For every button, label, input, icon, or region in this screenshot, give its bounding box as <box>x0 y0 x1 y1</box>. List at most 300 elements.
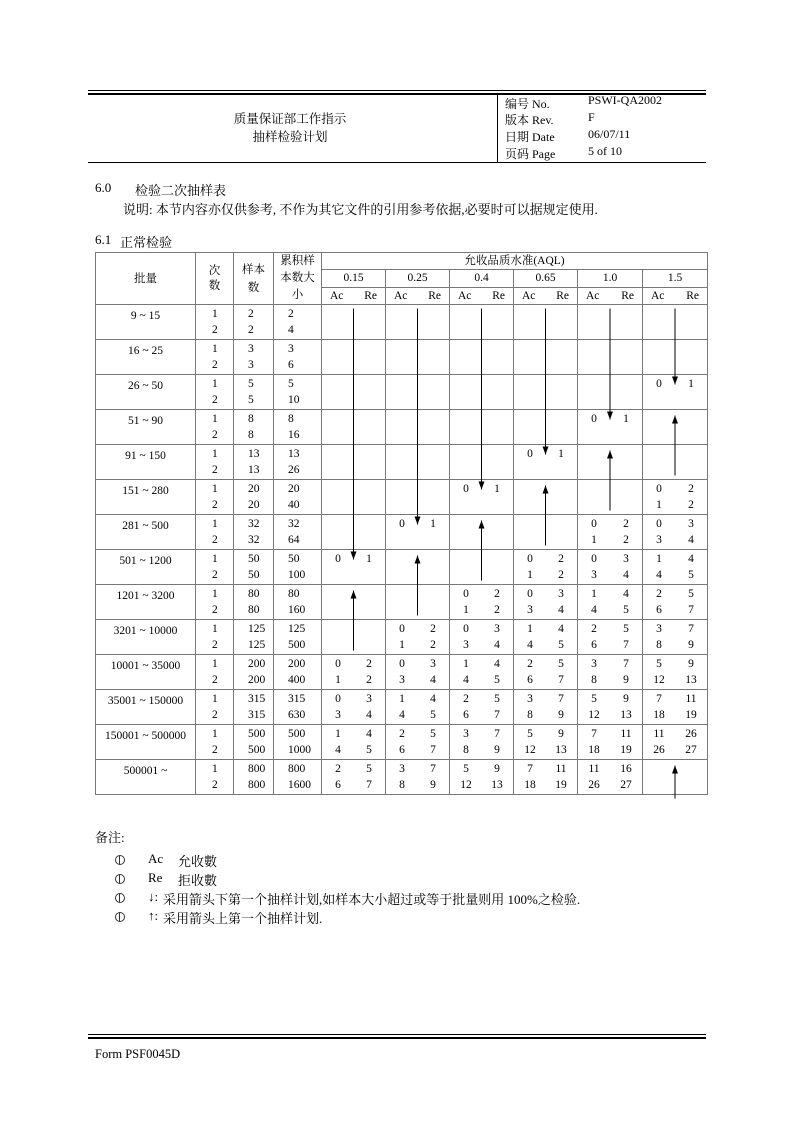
times-first: 1 <box>212 588 218 600</box>
ac-label: Ac <box>586 289 600 302</box>
ac-value: 3 <box>527 693 533 705</box>
re-value: 7 <box>430 744 436 756</box>
re-value: 5 <box>623 604 629 616</box>
acre-cell <box>643 480 708 515</box>
table-row <box>96 445 708 480</box>
acre-cell <box>322 760 386 795</box>
subsection-number: 6.1 <box>95 232 112 247</box>
field-key-page: 页码 Page <box>505 147 556 161</box>
cum-first: 2 <box>288 308 294 320</box>
re-value: 7 <box>623 658 629 670</box>
times-first: 1 <box>212 483 218 495</box>
acre-cell <box>450 725 514 760</box>
notes-title: 备注: <box>95 830 125 845</box>
sample-cell <box>234 305 274 340</box>
times-first: 1 <box>212 518 218 530</box>
aql-level-5: 1.5 <box>643 270 708 287</box>
acre-cell <box>514 480 578 515</box>
sample-first: 125 <box>248 623 266 635</box>
re-value: 2 <box>430 623 436 635</box>
re-value: 13 <box>620 709 632 721</box>
acre-cell <box>514 445 578 480</box>
sample-first: 20 <box>248 483 260 495</box>
sample-second: 200 <box>248 674 266 686</box>
section-number: 6.0 <box>95 180 112 195</box>
ac-value: 1 <box>656 499 662 511</box>
sample-cell <box>234 445 274 480</box>
ac-value: 1 <box>527 569 533 581</box>
times-first: 1 <box>212 378 218 390</box>
acre-cell <box>386 515 450 550</box>
ac-value: 3 <box>527 604 533 616</box>
re-value: 9 <box>494 744 500 756</box>
re-value: 7 <box>430 763 436 775</box>
cum-cell <box>274 760 322 795</box>
ac-value: 1 <box>463 658 469 670</box>
note-symbol: ↓: <box>148 889 159 904</box>
sample-first: 13 <box>248 448 260 460</box>
re-label: Re <box>428 289 441 302</box>
acre-cell <box>578 725 643 760</box>
ac-value: 0 <box>591 553 597 565</box>
acre-cell <box>322 550 386 585</box>
re-value: 2 <box>366 674 372 686</box>
sample-cell <box>234 550 274 585</box>
header-lot: 批量 <box>96 253 196 305</box>
cum-first: 8 <box>288 413 294 425</box>
ac-value: 6 <box>527 674 533 686</box>
ac-value: 0 <box>527 588 533 600</box>
sample-second: 32 <box>248 534 260 546</box>
acre-cell <box>450 690 514 725</box>
re-value: 11 <box>620 728 632 740</box>
acre-cell <box>643 375 708 410</box>
note-text: 采用箭头下第一个抽样计划,如样本大小超过或等于批量则用 100%之检验. <box>163 892 581 907</box>
acre-cell <box>578 410 643 445</box>
cum-first: 80 <box>288 588 300 600</box>
re-value: 5 <box>688 569 694 581</box>
lot-size: 9 ~ 15 <box>96 305 196 340</box>
cum-cell <box>274 690 322 725</box>
ac-label: Ac <box>522 289 536 302</box>
ac-value: 3 <box>463 639 469 651</box>
table-row <box>96 515 708 550</box>
acre-cell <box>514 760 578 795</box>
acre-cell <box>643 515 708 550</box>
re-value: 5 <box>366 763 372 775</box>
acre-cell <box>578 585 643 620</box>
acre-cell <box>514 550 578 585</box>
ac-value: 0 <box>463 623 469 635</box>
aql-level-3: 0.65 <box>514 270 578 287</box>
ac-value: 5 <box>463 763 469 775</box>
field-key-no: 编号 No. <box>505 97 550 111</box>
note-symbol: Re <box>148 870 163 885</box>
sample-first: 2 <box>248 308 254 320</box>
acre-cell <box>514 655 578 690</box>
sample-first: 5 <box>248 378 254 390</box>
ac-label: Ac <box>330 289 344 302</box>
re-value: 3 <box>366 693 372 705</box>
table-row <box>96 760 708 795</box>
sample-first: 8 <box>248 413 254 425</box>
acre-cell <box>322 375 386 410</box>
ac-value: 3 <box>335 709 341 721</box>
sample-second: 13 <box>248 464 260 476</box>
ac-value: 1 <box>399 693 405 705</box>
acre-cell <box>578 480 643 515</box>
times-second: 2 <box>212 779 218 791</box>
times-second: 2 <box>212 429 218 441</box>
sample-cell <box>234 725 274 760</box>
ac-value: 5 <box>656 658 662 670</box>
times-cell <box>196 725 234 760</box>
re-value: 9 <box>430 779 436 791</box>
cum-second: 10 <box>288 394 300 406</box>
re-value: 7 <box>366 779 372 791</box>
re-value: 4 <box>366 709 372 721</box>
ac-value: 4 <box>656 569 662 581</box>
ac-value: 8 <box>591 674 597 686</box>
ac-value: 18 <box>524 779 536 791</box>
ac-value: 2 <box>335 763 341 775</box>
ac-value: 2 <box>656 588 662 600</box>
sample-first: 50 <box>248 553 260 565</box>
acre-cell <box>450 445 514 480</box>
acre-header <box>322 287 386 304</box>
times-cell <box>196 655 234 690</box>
re-value: 7 <box>688 623 694 635</box>
re-value: 5 <box>688 588 694 600</box>
times-first: 1 <box>212 343 218 355</box>
acre-cell <box>578 760 643 795</box>
re-value: 1 <box>688 378 694 390</box>
table-row <box>96 690 708 725</box>
ac-value: 6 <box>591 639 597 651</box>
acre-cell <box>514 515 578 550</box>
ac-value: 6 <box>335 779 341 791</box>
lot-size: 16 ~ 25 <box>96 340 196 375</box>
acre-cell <box>386 305 450 340</box>
sample-first: 500 <box>248 728 266 740</box>
acre-cell <box>643 760 708 795</box>
ac-value: 8 <box>463 744 469 756</box>
header-top-rule <box>88 90 706 91</box>
re-value: 2 <box>688 499 694 511</box>
cum-cell <box>274 585 322 620</box>
acre-cell <box>450 410 514 445</box>
re-value: 4 <box>558 623 564 635</box>
sample-first: 200 <box>248 658 266 670</box>
form-number: Form PSF0045D <box>95 1047 181 1061</box>
acre-cell <box>643 410 708 445</box>
cum-cell <box>274 515 322 550</box>
ac-value: 6 <box>399 744 405 756</box>
re-value: 2 <box>623 518 629 530</box>
times-second: 2 <box>212 464 218 476</box>
re-value: 2 <box>623 534 629 546</box>
cum-second: 160 <box>288 604 306 616</box>
re-label: Re <box>492 289 505 302</box>
note-text: 拒收數 <box>178 873 218 888</box>
re-value: 4 <box>623 588 629 600</box>
cum-second: 630 <box>288 709 306 721</box>
cum-cell <box>274 725 322 760</box>
ac-value: 6 <box>463 709 469 721</box>
sample-cell <box>234 585 274 620</box>
re-value: 19 <box>685 709 697 721</box>
lot-size: 26 ~ 50 <box>96 375 196 410</box>
re-value: 9 <box>623 693 629 705</box>
acre-cell <box>578 690 643 725</box>
cum-second: 400 <box>288 674 306 686</box>
acre-cell <box>386 620 450 655</box>
acre-cell <box>322 305 386 340</box>
ac-value: 0 <box>527 448 533 460</box>
acre-cell <box>514 375 578 410</box>
ac-value: 12 <box>524 744 536 756</box>
sample-first: 3 <box>248 343 254 355</box>
lot-size: 281 ~ 500 <box>96 515 196 550</box>
times-first: 1 <box>212 693 218 705</box>
ac-value: 3 <box>656 623 662 635</box>
cum-cell <box>274 340 322 375</box>
times-second: 2 <box>212 324 218 336</box>
times-first: 1 <box>212 728 218 740</box>
times-cell <box>196 760 234 795</box>
sample-cell <box>234 410 274 445</box>
cum-second: 4 <box>288 324 294 336</box>
ac-value: 0 <box>527 553 533 565</box>
acre-cell <box>386 445 450 480</box>
ac-value: 1 <box>656 553 662 565</box>
lot-size: 150001 ~ 500000 <box>96 725 196 760</box>
re-value: 9 <box>688 658 694 670</box>
sample-second: 20 <box>248 499 260 511</box>
cum-cell <box>274 305 322 340</box>
lot-size: 3201 ~ 10000 <box>96 620 196 655</box>
acre-cell <box>386 550 450 585</box>
section-note: 说明: 本节内容亦仅供参考, 不作为其它文件的引用参考依据,必要时可以据规定使用. <box>123 202 598 217</box>
ac-label: Ac <box>651 289 665 302</box>
acre-cell <box>386 655 450 690</box>
table-row <box>96 305 708 340</box>
times-second: 2 <box>212 604 218 616</box>
acre-cell <box>514 690 578 725</box>
ac-value: 1 <box>591 534 597 546</box>
re-value: 26 <box>685 728 697 740</box>
ac-value: 0 <box>399 518 405 530</box>
re-value: 4 <box>688 553 694 565</box>
header-divider <box>497 95 498 162</box>
ac-value: 4 <box>591 604 597 616</box>
ac-value: 18 <box>588 744 600 756</box>
ac-value: 12 <box>460 779 472 791</box>
acre-cell <box>386 585 450 620</box>
table-row <box>96 480 708 515</box>
ac-value: 2 <box>399 728 405 740</box>
re-value: 7 <box>558 693 564 705</box>
acre-cell <box>450 550 514 585</box>
ac-value: 4 <box>463 674 469 686</box>
acre-cell <box>450 515 514 550</box>
ac-value: 1 <box>527 623 533 635</box>
doc-title-line1: 质量保证部工作指示 <box>233 112 347 126</box>
bullet-icon <box>115 855 125 865</box>
acre-cell <box>322 410 386 445</box>
acre-cell <box>578 340 643 375</box>
note-symbol: Ac <box>148 851 164 866</box>
times-second: 2 <box>212 744 218 756</box>
acre-cell <box>322 340 386 375</box>
re-value: 7 <box>494 709 500 721</box>
acre-cell <box>643 550 708 585</box>
cum-cell <box>274 410 322 445</box>
times-cell <box>196 410 234 445</box>
acre-cell <box>578 550 643 585</box>
acre-cell <box>514 305 578 340</box>
table-row <box>96 725 708 760</box>
times-second: 2 <box>212 394 218 406</box>
re-value: 3 <box>623 553 629 565</box>
ac-value: 0 <box>656 483 662 495</box>
sample-second: 500 <box>248 744 266 756</box>
sample-cell <box>234 480 274 515</box>
lot-size: 35001 ~ 150000 <box>96 690 196 725</box>
ac-value: 0 <box>591 413 597 425</box>
acre-cell <box>322 480 386 515</box>
re-value: 27 <box>620 779 632 791</box>
re-value: 9 <box>688 639 694 651</box>
acre-cell <box>450 620 514 655</box>
ac-value: 8 <box>399 779 405 791</box>
re-value: 1 <box>366 553 372 565</box>
lot-size: 10001 ~ 35000 <box>96 655 196 690</box>
acre-cell <box>514 410 578 445</box>
acre-cell <box>322 515 386 550</box>
acre-cell <box>643 620 708 655</box>
ac-value: 5 <box>591 693 597 705</box>
footer-rule-2 <box>88 1037 706 1039</box>
sample-first: 32 <box>248 518 260 530</box>
ac-value: 1 <box>399 639 405 651</box>
ac-value: 0 <box>656 518 662 530</box>
ac-value: 18 <box>653 709 665 721</box>
lot-size: 51 ~ 90 <box>96 410 196 445</box>
acre-cell <box>643 305 708 340</box>
re-value: 7 <box>494 728 500 740</box>
acre-cell <box>450 760 514 795</box>
times-second: 2 <box>212 674 218 686</box>
re-value: 2 <box>430 639 436 651</box>
ac-value: 0 <box>463 483 469 495</box>
acre-header <box>386 287 450 304</box>
re-value: 4 <box>430 674 436 686</box>
re-value: 4 <box>688 534 694 546</box>
ac-value: 2 <box>591 623 597 635</box>
re-value: 5 <box>558 639 564 651</box>
re-value: 7 <box>558 674 564 686</box>
acre-cell <box>643 585 708 620</box>
re-value: 16 <box>620 763 632 775</box>
acre-cell <box>386 690 450 725</box>
acre-cell <box>386 725 450 760</box>
acre-cell <box>514 585 578 620</box>
aql-level-0: 0.15 <box>322 270 386 287</box>
ac-value: 1 <box>335 728 341 740</box>
ac-value: 3 <box>591 569 597 581</box>
times-first: 1 <box>212 553 218 565</box>
ac-value: 0 <box>399 623 405 635</box>
re-value: 27 <box>685 744 697 756</box>
sample-cell <box>234 515 274 550</box>
ac-value: 7 <box>591 728 597 740</box>
ac-value: 0 <box>656 378 662 390</box>
acre-cell <box>643 690 708 725</box>
cum-cell <box>274 480 322 515</box>
re-value: 1 <box>430 518 436 530</box>
re-value: 13 <box>491 779 503 791</box>
field-value-no: PSWI-QA2002 <box>588 93 662 107</box>
times-second: 2 <box>212 639 218 651</box>
re-value: 9 <box>558 728 564 740</box>
cum-first: 3 <box>288 343 294 355</box>
acre-cell <box>450 305 514 340</box>
cum-second: 6 <box>288 359 294 371</box>
aql-level-4: 1.0 <box>578 270 643 287</box>
re-value: 2 <box>558 553 564 565</box>
sample-cell <box>234 655 274 690</box>
sample-second: 2 <box>248 324 254 336</box>
re-value: 3 <box>688 518 694 530</box>
re-value: 2 <box>558 569 564 581</box>
section-title: 检验二次抽样表 <box>135 183 227 198</box>
sample-first: 80 <box>248 588 260 600</box>
re-value: 1 <box>494 483 500 495</box>
acre-cell <box>386 760 450 795</box>
sample-second: 3 <box>248 359 254 371</box>
sample-cell <box>234 375 274 410</box>
acre-cell <box>578 620 643 655</box>
re-value: 19 <box>620 744 632 756</box>
cum-second: 26 <box>288 464 300 476</box>
re-value: 7 <box>623 639 629 651</box>
re-value: 3 <box>430 658 436 670</box>
bullet-icon <box>115 874 125 884</box>
times-cell <box>196 515 234 550</box>
ac-value: 26 <box>588 779 600 791</box>
re-value: 9 <box>623 674 629 686</box>
times-first: 1 <box>212 623 218 635</box>
acre-cell <box>450 655 514 690</box>
ac-value: 0 <box>335 658 341 670</box>
cum-first: 500 <box>288 728 306 740</box>
re-value: 4 <box>558 604 564 616</box>
ac-value: 0 <box>399 658 405 670</box>
header-sample: 样本数 <box>234 253 274 305</box>
times-second: 2 <box>212 359 218 371</box>
acre-cell <box>450 585 514 620</box>
cum-second: 100 <box>288 569 306 581</box>
cum-first: 315 <box>288 693 306 705</box>
re-value: 9 <box>558 709 564 721</box>
cum-second: 500 <box>288 639 306 651</box>
ac-value: 3 <box>399 763 405 775</box>
aql-level-1: 0.25 <box>386 270 450 287</box>
table-row <box>96 620 708 655</box>
bullet-icon <box>115 912 125 922</box>
lot-size: 1201 ~ 3200 <box>96 585 196 620</box>
